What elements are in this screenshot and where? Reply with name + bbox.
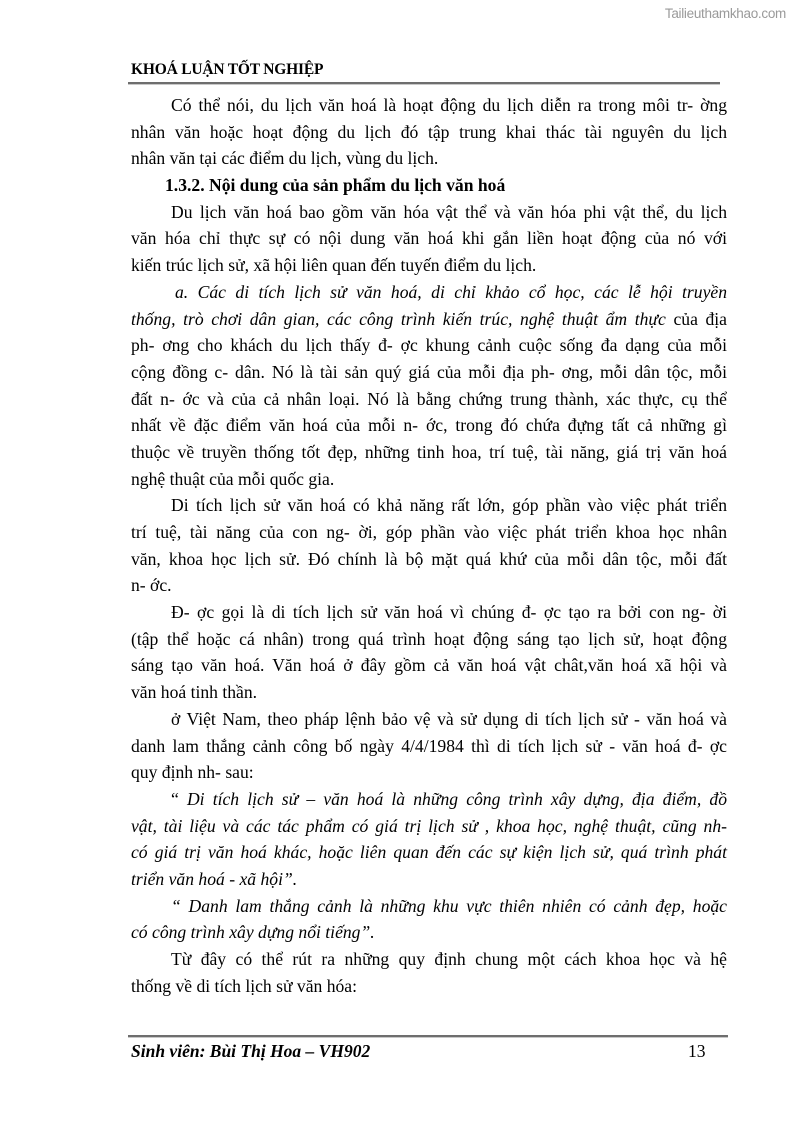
paragraph-line: n- ớc. — [131, 575, 172, 596]
document-body — [131, 92, 727, 999]
paragraph-line: trí tuệ, tài năng của con ng- ời, góp phần vào việc phát triển khoa học nhân — [131, 522, 727, 542]
paragraph-line: ở Việt Nam, theo pháp lệnh bảo vệ và sử dụng di tích lịch sử - văn hoá và — [171, 708, 727, 729]
paragraph-line — [131, 306, 727, 333]
document-header-title: KHOÁ LUẬN TỐT NGHIỆP — [131, 61, 324, 78]
paragraph-line: Từ đây có thể rút ra những quy định chung một cách khoa học và hệ — [171, 949, 727, 969]
paragraph-line: thống về di tích lịch sử văn hóa: — [131, 975, 357, 996]
paragraph-line: (tập thể hoặc cá nhân) trong quá trình hoạt động sáng tạo lịch sử, hoạt động — [131, 628, 727, 649]
paragraph-line: nhân văn tại các điểm du lịch, vùng du lịch. — [131, 148, 439, 169]
italic-run: thống, trò chơi dân gian, các công trình kiến trúc, nghệ thuật ẩm thực — [131, 308, 666, 329]
quote-line: triển văn hoá - xã hội”. — [131, 868, 298, 889]
footer-rule — [128, 1035, 728, 1038]
paragraph-line: sáng tạo văn hoá. Văn hoá ở đây gồm cả văn hoá vật chât,văn hoá xã hội và — [131, 655, 727, 676]
paragraph-line: cộng đồng c- dân. Nó là tài sản quý giá của mỗi địa ph- ơng, mỗi dân tộc, mỗi — [131, 361, 727, 382]
paragraph-line: kiến trúc lịch sử, xã hội liên quan đến tuyến điểm du lịch. — [131, 255, 537, 276]
paragraph-line: quy định nh- sau: — [131, 762, 254, 783]
paragraph-line: Di tích lịch sử văn hoá có khả năng rất lớn, góp phần vào việc phát triển — [171, 495, 727, 516]
paragraph-line: đất n- ớc và của cả nhân loại. Nó là bằng chứng trung thành, xác thực, cụ thể — [131, 388, 727, 409]
paragraph-line: danh lam thắng cảnh công bố ngày 4/4/1984 thì di tích lịch sử - văn hoá đ- ợc — [131, 735, 727, 756]
normal-run: của địa — [665, 308, 727, 329]
paragraph-line: văn, khoa học lịch sử. Đó chính là bộ mặt quá khứ của mỗi dân tộc, mỗi đất — [131, 548, 727, 569]
quote-line: “ Danh lam thắng cảnh là những khu vực thiên nhiên có cảnh đẹp, hoặc — [171, 895, 727, 916]
italic-run: Di tích lịch sử – văn hoá là những công trình xây dựng, địa điểm, đồ — [186, 788, 727, 809]
paragraph-line: a. Các di tích lịch sử văn hoá, di chỉ khảo cổ học, các lễ hội truyền — [175, 281, 727, 302]
quote-line: có công trình xây dựng nổi tiếng”. — [131, 922, 375, 943]
paragraph-line: nhất về đặc điểm văn hoá của mỗi n- ớc, trong đó chứa đựng tất cả những gì — [131, 415, 727, 436]
quote-line — [131, 786, 727, 813]
footer-student-name: Sinh viên: Bùi Thị Hoa – VH902 — [131, 1041, 371, 1061]
paragraph-line: Du lịch văn hoá bao gồm văn hóa vật thể và văn hóa phi vật thể, du lịch — [171, 201, 727, 222]
paragraph-line: ph- ơng cho khách du lịch thấy đ- ợc khung cảnh cuộc sống đa dạng của mỗi — [131, 335, 727, 356]
quote-line: vật, tài liệu và các tác phẩm có giá trị lịch sử , khoa học, nghệ thuật, cũng nh- — [131, 815, 727, 836]
header-rule — [128, 82, 720, 85]
watermark: Tailieuthamkhao.com — [664, 6, 786, 21]
paragraph-line: nhân văn hoặc hoạt động du lịch đó tập trung khai thác tài nguyên du lịch — [131, 121, 727, 142]
paragraph-line: Có thể nói, du lịch văn hoá là hoạt động du lịch diễn ra trong môi tr- ờng — [171, 95, 727, 115]
section-heading: 1.3.2. Nội dung của sản phẩm du lịch văn hoá — [165, 175, 506, 196]
paragraph-line: văn hóa chỉ thực sự có nội dung văn hoá khi gắn liền hoạt động của nó với — [131, 228, 727, 249]
quote-line: có giá trị văn hoá khác, hoặc liên quan đến các sự kiện lịch sử, quá trình phát — [131, 842, 727, 863]
paragraph-line: văn hoá tinh thần. — [131, 682, 258, 703]
paragraph-line: nghệ thuật của mỗi quốc gia. — [131, 468, 335, 489]
quote-open-mark: “ — [171, 788, 187, 809]
paragraph-line: thuộc về truyền thống tốt đẹp, những tinh hoa, trí tuệ, tài năng, giá trị văn hoá — [131, 441, 727, 462]
paragraph-line: Đ- ợc gọi là di tích lịch sử văn hoá vì chúng đ- ợc tạo ra bởi con ng- ời — [171, 602, 727, 623]
page-number: 13 — [688, 1041, 706, 1061]
